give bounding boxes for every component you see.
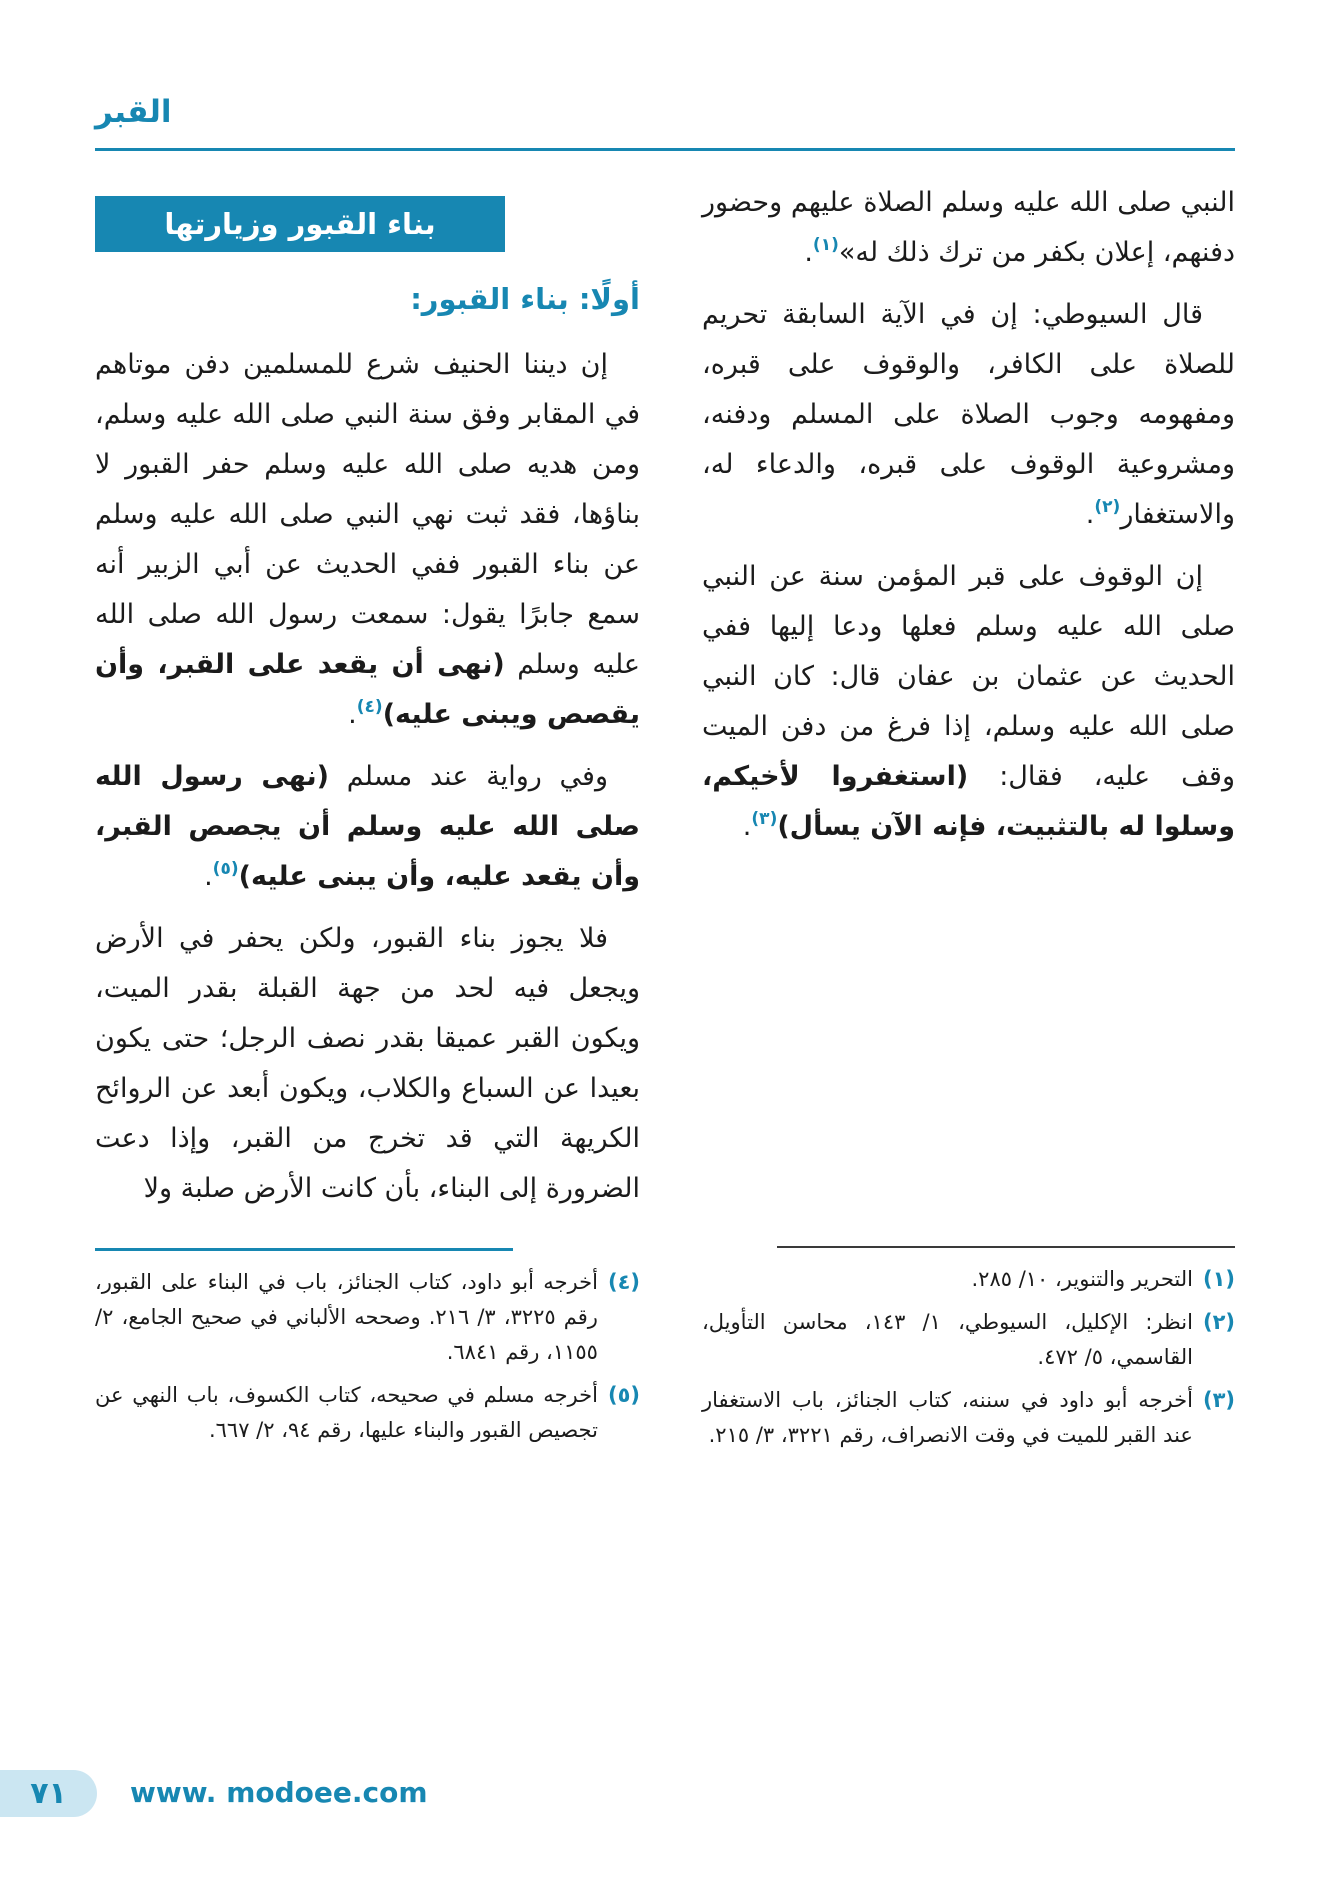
text-segment: . xyxy=(742,811,752,842)
right-column xyxy=(702,178,1235,1598)
paragraph xyxy=(702,178,1235,278)
text-segment: . xyxy=(1085,499,1095,530)
footnote-number: (٣) xyxy=(1202,1388,1235,1412)
footnote-text: انظر: الإكليل، السيوطي، ١/ ١٤٣، محاسن التأويل، القاسمي، ٥/ ٤٧٢. xyxy=(702,1310,1193,1369)
text-segment: . xyxy=(804,237,813,268)
footnote-text: أخرجه مسلم في صحيحه، كتاب الكسوف، باب النهي عن تجصيص القبور والبناء عليها، رقم ٩٤، ٢/ ٦٦٧. xyxy=(95,1383,598,1442)
footnote-ref: (١) xyxy=(812,235,839,255)
footnote-ref: (٢) xyxy=(1094,497,1121,517)
footnote-text: التحرير والتنوير، ١٠/ ٢٨٥. xyxy=(971,1267,1193,1291)
footnote-item xyxy=(702,1262,1235,1297)
footnotes-section-left xyxy=(95,1248,640,1456)
footnote-number: (٢) xyxy=(1202,1310,1235,1334)
paragraph xyxy=(702,552,1235,852)
page-number: ٧١ xyxy=(30,1776,67,1811)
text-segment: إن الوقوف على قبر المؤمن سنة عن النبي صلى الله عليه وسلم فعلها ودعا إليها ففي الحديث عن عثمان بن عفان قال: كان النبي صلى الله عليه وسلم، إذا فرغ من دفن الميت وقف عليه، فقال: xyxy=(702,561,1235,792)
section-title: بناء القبور وزيارتها xyxy=(164,207,436,241)
footnote-ref: (٣) xyxy=(751,809,778,829)
footnote-number: (٥) xyxy=(607,1383,640,1407)
footnote-text: أخرجه أبو داود في سننه، كتاب الجنائز، باب الاستغفار عند القبر للميت في وقت الانصراف، رقم ٣٢٢١، ٣/ ٢١٥. xyxy=(702,1388,1193,1447)
text-segment: وفي رواية عند مسلم xyxy=(329,761,608,792)
text-segment: . xyxy=(204,861,213,892)
website-url: www. modoee.com xyxy=(130,1776,428,1809)
subsection-heading: أولًا: بناء القبور: xyxy=(410,282,640,316)
footnote-item xyxy=(95,1378,640,1448)
text-segment: قال السيوطي: إن في الآية السابقة تحريم للصلاة على الكافر، والوقوف على قبره، ومفهومه وجوب الصلاة على المسلم ودفنه، ومشروعية الوقوف على قبره، والدعاء له، والاستغفار xyxy=(702,299,1235,530)
footnote-number: (٤) xyxy=(607,1270,640,1294)
footnote-item xyxy=(95,1265,640,1370)
footnote-ref: (٥) xyxy=(212,859,239,879)
text-segment: (نهى أن يقعد على القبر، وأن يقصص ويبنى عليه) xyxy=(95,649,640,730)
section-title-banner xyxy=(95,196,505,252)
running-head-title: القبر xyxy=(95,94,172,130)
text-segment: (استغفروا لأخيكم، وسلوا له بالتثبيت، فإنه الآن يسأل) xyxy=(702,761,1235,842)
page-number-pill xyxy=(0,1770,97,1817)
paragraph xyxy=(95,340,640,740)
footnote-separator xyxy=(777,1246,1235,1248)
footnote-number: (١) xyxy=(1202,1267,1235,1291)
paragraph xyxy=(702,290,1235,540)
footnote-item xyxy=(702,1383,1235,1453)
footnote-ref: (٤) xyxy=(356,697,383,717)
footnotes-section-right xyxy=(702,1246,1235,1461)
text-segment: (نهى رسول الله صلى الله عليه وسلم أن يجصص القبر، وأن يقعد عليه، وأن يبنى عليه) xyxy=(95,761,640,892)
footnote-item xyxy=(702,1305,1235,1375)
paragraph xyxy=(95,752,640,902)
footnote-separator xyxy=(95,1248,513,1251)
left-column xyxy=(95,192,640,1612)
text-segment: إن ديننا الحنيف شرع للمسلمين دفن موتاهم في المقابر وفق سنة النبي صلى الله عليه وسلم، ومن هديه صلى الله عليه وسلم حفر القبور لا بناؤها، فقد ثبت نهي النبي صلى الله عليه وسلم عن بناء القبور ففي الحديث عن أبي الزبير أنه سمع جابرًا يقول: سمعت رسول الله صلى الله عليه وسلم xyxy=(95,349,640,680)
paragraph xyxy=(95,914,640,1214)
footnote-text: أخرجه أبو داود، كتاب الجنائز، باب في البناء على القبور، رقم ٣٢٢٥، ٣/ ٢١٦. وصححه الألباني في صحيح الجامع، ٢/ ١١٥٥، رقم ٦٨٤١. xyxy=(95,1270,598,1364)
text-segment: النبي صلى الله عليه وسلم الصلاة عليهم وحضور دفنهم، إعلان بكفر من ترك ذلك له» xyxy=(702,187,1235,268)
header-rule xyxy=(95,148,1235,151)
text-segment: . xyxy=(348,699,357,730)
text-segment: فلا يجوز بناء القبور، ولكن يحفر في الأرض ويجعل فيه لحد من جهة القبلة بقدر الميت، ويكون القبر عميقا بقدر نصف الرجل؛ حتى يكون بعيدا عن السباع والكلاب، ويكون أبعد عن الروائح الكريهة التي قد تخرج من القبر، وإذا دعت الضرورة إلى البناء، بأن كانت الأرض صلبة ولا xyxy=(95,923,640,1204)
